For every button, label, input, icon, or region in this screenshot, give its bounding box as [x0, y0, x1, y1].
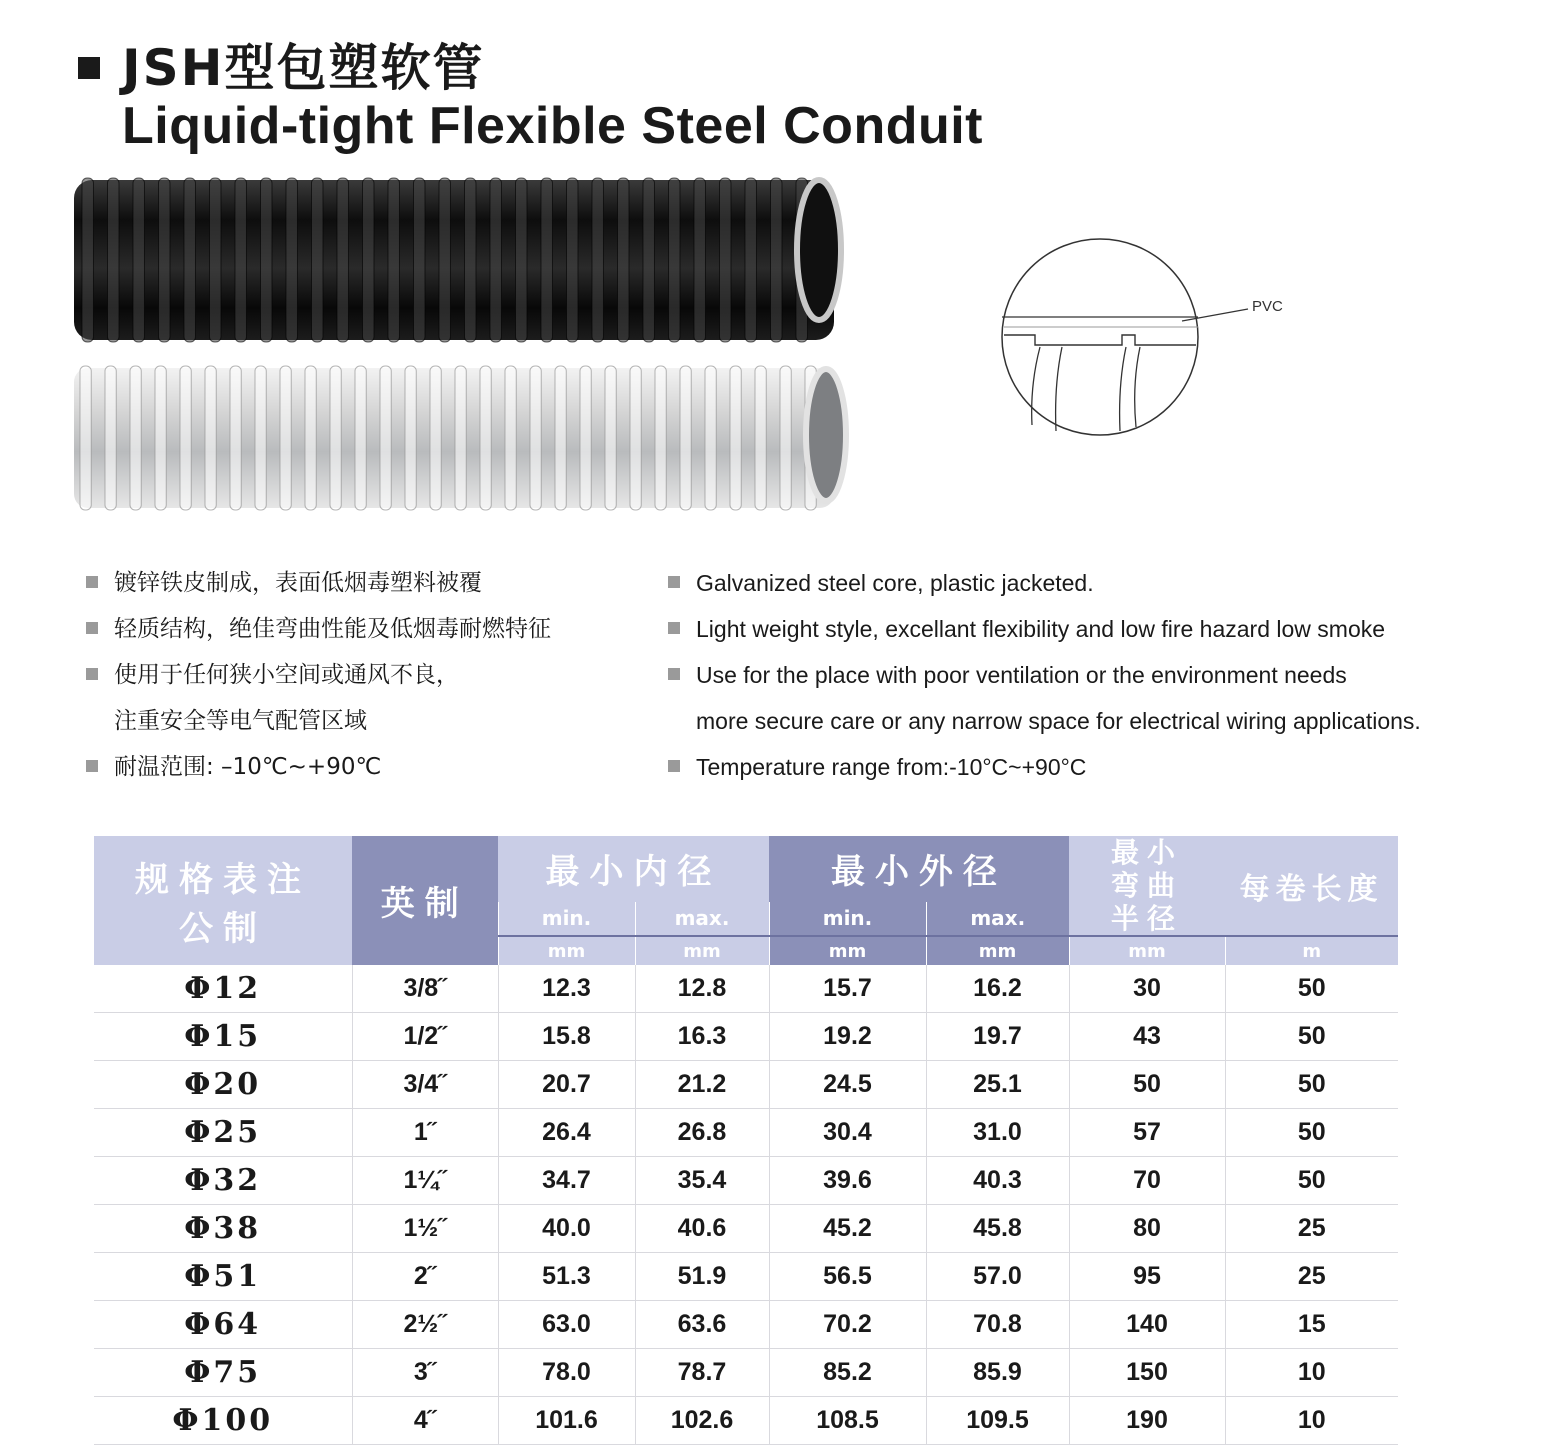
cell-in-min: 51.3 [498, 1253, 635, 1301]
cell-out-max: 70.8 [926, 1301, 1069, 1349]
cell-in-max: 21.2 [635, 1061, 769, 1109]
square-bullet-icon [668, 622, 680, 634]
conduit-rib [230, 366, 241, 510]
conduit-rib [705, 366, 716, 510]
cell-out-min: 70.2 [769, 1301, 926, 1349]
header-coil-length: 每卷长度 [1225, 836, 1398, 936]
conduit-rib [592, 178, 603, 342]
cell-out-max: 85.9 [926, 1349, 1069, 1397]
header-inner-max: max. [635, 902, 769, 936]
cell-imperial: 3˝ [352, 1349, 498, 1397]
cell-metric: Φ38 [94, 1205, 352, 1253]
conduit-rib [516, 178, 527, 342]
conduit-rib [490, 178, 501, 342]
cell-out-max: 45.8 [926, 1205, 1069, 1253]
cell-length: 50 [1225, 1109, 1398, 1157]
cell-length: 10 [1225, 1349, 1398, 1397]
conduit-rib [720, 178, 731, 342]
conduit-rib [80, 366, 91, 510]
feature-line-2: 注重安全等电气配管区域 [114, 708, 367, 734]
cell-bend: 95 [1069, 1253, 1225, 1301]
cell-in-min: 101.6 [498, 1397, 635, 1445]
cell-out-min: 15.7 [769, 965, 926, 1013]
square-bullet-icon [86, 668, 98, 680]
conduit-rib [184, 178, 195, 342]
conduit-rib [312, 178, 323, 342]
conduit-rib [280, 366, 291, 510]
header-outer-min: min. [769, 902, 926, 936]
conduit-rib [530, 366, 541, 510]
conduit-rib [363, 178, 374, 342]
cell-in-min: 20.7 [498, 1061, 635, 1109]
conduit-rib [465, 178, 476, 342]
conduit-rib [771, 178, 782, 342]
header-inner-min: min. [498, 902, 635, 936]
square-bullet-icon [668, 760, 680, 772]
cell-in-min: 78.0 [498, 1349, 635, 1397]
conduit-rib [755, 366, 766, 510]
cell-bend: 140 [1069, 1301, 1225, 1349]
cell-in-min: 34.7 [498, 1157, 635, 1205]
cell-imperial: 1¼˝ [352, 1157, 498, 1205]
cell-out-min: 30.4 [769, 1109, 926, 1157]
conduit-rib [541, 178, 552, 342]
conduit-rib [643, 178, 654, 342]
feature-item [668, 652, 1538, 744]
cell-bend: 70 [1069, 1157, 1225, 1205]
table-row [94, 965, 1398, 1013]
feature-line-2: more secure care or any narrow space for electrical wiring applications. [696, 708, 1421, 734]
square-bullet-icon [668, 576, 680, 588]
table-row [94, 1349, 1398, 1397]
conduit-rib [380, 366, 391, 510]
conduit-rib [669, 178, 680, 342]
header-imperial: 英制 [352, 836, 498, 965]
square-bullet-icon [86, 622, 98, 634]
cell-out-max: 19.7 [926, 1013, 1069, 1061]
spec-table [94, 836, 1398, 1445]
cell-out-max: 25.1 [926, 1061, 1069, 1109]
cell-imperial: 3/8˝ [352, 965, 498, 1013]
conduit-rib [730, 366, 741, 510]
cell-metric: Φ12 [94, 965, 352, 1013]
cell-bend: 50 [1069, 1061, 1225, 1109]
cell-metric: Φ51 [94, 1253, 352, 1301]
cell-bend: 80 [1069, 1205, 1225, 1253]
cell-out-min: 85.2 [769, 1349, 926, 1397]
header-min-bend-radius: 最小 弯曲 半径 [1069, 836, 1225, 936]
table-row [94, 1301, 1398, 1349]
conduit-rib [255, 366, 266, 510]
square-bullet-icon [668, 668, 680, 680]
table-row [94, 1109, 1398, 1157]
cell-out-max: 40.3 [926, 1157, 1069, 1205]
table-row [94, 1397, 1398, 1445]
cell-imperial: 4˝ [352, 1397, 498, 1445]
cell-bend: 30 [1069, 965, 1225, 1013]
conduit-rib [694, 178, 705, 342]
grey-conduit-image [74, 360, 874, 515]
conduit-rib [630, 366, 641, 510]
cell-imperial: 2½˝ [352, 1301, 498, 1349]
feature-line: Use for the place with poor ventilation or the environment needs [696, 662, 1347, 688]
cell-length: 15 [1225, 1301, 1398, 1349]
cell-bend: 190 [1069, 1397, 1225, 1445]
header-min-inner-diameter: 最小内径 [498, 836, 769, 902]
unit-inner-min: mm [498, 936, 635, 965]
feature-item: 镀锌铁皮制成，表面低烟毒塑料被覆 [86, 560, 656, 606]
feature-list-chinese [86, 560, 656, 790]
feature-item: Galvanized steel core, plastic jacketed. [668, 560, 1538, 606]
cell-length: 25 [1225, 1253, 1398, 1301]
cell-imperial: 1/2˝ [352, 1013, 498, 1061]
conduit-rib [505, 366, 516, 510]
cell-in-max: 40.6 [635, 1205, 769, 1253]
conduit-rib [261, 178, 272, 342]
conduit-rib [337, 178, 348, 342]
table-row [94, 1013, 1398, 1061]
conduit-rib [105, 366, 116, 510]
cell-metric: Φ25 [94, 1109, 352, 1157]
square-bullet-icon [86, 760, 98, 772]
square-bullet-icon [78, 57, 100, 79]
feature-line: 使用于任何狭小空间或通风不良， [114, 662, 459, 688]
cross-section-diagram [990, 235, 1310, 440]
feature-item: 耐温范围: –10℃~+90℃ [86, 744, 656, 790]
cell-in-min: 12.3 [498, 965, 635, 1013]
conduit-rib [155, 366, 166, 510]
cell-length: 25 [1225, 1205, 1398, 1253]
cell-length: 50 [1225, 1061, 1398, 1109]
cell-metric: Φ100 [94, 1397, 352, 1445]
table-row [94, 1061, 1398, 1109]
cell-out-min: 19.2 [769, 1013, 926, 1061]
feature-item [86, 652, 656, 744]
conduit-rib [330, 366, 341, 510]
cell-out-max: 16.2 [926, 965, 1069, 1013]
unit-bend: mm [1069, 936, 1225, 965]
cell-in-min: 15.8 [498, 1013, 635, 1061]
cell-in-max: 16.3 [635, 1013, 769, 1061]
unit-length: m [1225, 936, 1398, 965]
cell-imperial: 1˝ [352, 1109, 498, 1157]
conduit-rib [430, 366, 441, 510]
cell-out-min: 45.2 [769, 1205, 926, 1253]
table-row [94, 1205, 1398, 1253]
page-title-chinese [78, 28, 484, 100]
cell-in-min: 26.4 [498, 1109, 635, 1157]
cell-out-min: 39.6 [769, 1157, 926, 1205]
cell-in-min: 40.0 [498, 1205, 635, 1253]
feature-list-english [668, 560, 1538, 790]
conduit-rib [108, 178, 119, 342]
header-metric: 规格表注 公制 [94, 836, 352, 965]
cell-in-max: 12.8 [635, 965, 769, 1013]
cell-length: 50 [1225, 965, 1398, 1013]
unit-inner-max: mm [635, 936, 769, 965]
spec-table-body [94, 965, 1398, 1445]
feature-item: 轻质结构，绝佳弯曲性能及低烟毒耐燃特征 [86, 606, 656, 652]
conduit-rib [567, 178, 578, 342]
conduit-rib [745, 178, 756, 342]
conduit-rib [555, 366, 566, 510]
conduit-rib [580, 366, 591, 510]
cell-metric: Φ20 [94, 1061, 352, 1109]
cell-length: 50 [1225, 1157, 1398, 1205]
cell-metric: Φ15 [94, 1013, 352, 1061]
cell-in-max: 51.9 [635, 1253, 769, 1301]
cell-metric: Φ64 [94, 1301, 352, 1349]
feature-item: Light weight style, excellant flexibility and low fire hazard low smoke [668, 606, 1538, 652]
conduit-rib [205, 366, 216, 510]
cell-in-max: 102.6 [635, 1397, 769, 1445]
cell-length: 50 [1225, 1013, 1398, 1061]
cell-imperial: 3/4˝ [352, 1061, 498, 1109]
conduit-rib [180, 366, 191, 510]
conduit-rib [388, 178, 399, 342]
conduit-rib [405, 366, 416, 510]
conduit-rib [235, 178, 246, 342]
conduit-rib [286, 178, 297, 342]
conduit-rib [655, 366, 666, 510]
cell-in-max: 78.7 [635, 1349, 769, 1397]
header-outer-max: max. [926, 902, 1069, 936]
title-zh-text: JSH型包塑软管 [122, 39, 485, 97]
pvc-label: PVC [1252, 298, 1283, 315]
conduit-rib [355, 366, 366, 510]
conduit-rib [480, 366, 491, 510]
cell-in-max: 35.4 [635, 1157, 769, 1205]
cell-out-max: 57.0 [926, 1253, 1069, 1301]
conduit-rib [414, 178, 425, 342]
cell-out-max: 109.5 [926, 1397, 1069, 1445]
conduit-rib [82, 178, 93, 342]
table-row [94, 1157, 1398, 1205]
conduit-rib [133, 178, 144, 342]
cell-out-min: 108.5 [769, 1397, 926, 1445]
cell-bend: 43 [1069, 1013, 1225, 1061]
cell-out-max: 31.0 [926, 1109, 1069, 1157]
conduit-rib [680, 366, 691, 510]
conduit-rib [605, 366, 616, 510]
cell-bend: 150 [1069, 1349, 1225, 1397]
cell-out-min: 56.5 [769, 1253, 926, 1301]
cell-out-min: 24.5 [769, 1061, 926, 1109]
conduit-rib [439, 178, 450, 342]
feature-item: Temperature range from:-10°C~+90°C [668, 744, 1538, 790]
conduit-rib [305, 366, 316, 510]
conduit-rib [455, 366, 466, 510]
conduit-rib [159, 178, 170, 342]
cell-metric: Φ32 [94, 1157, 352, 1205]
square-bullet-icon [86, 576, 98, 588]
cell-in-max: 26.8 [635, 1109, 769, 1157]
conduit-rib [618, 178, 629, 342]
unit-outer-max: mm [926, 936, 1069, 965]
header-min-outer-diameter: 最小外径 [769, 836, 1069, 902]
conduit-rib [780, 366, 791, 510]
conduit-rib [130, 366, 141, 510]
cell-metric: Φ75 [94, 1349, 352, 1397]
cell-imperial: 2˝ [352, 1253, 498, 1301]
black-conduit-image [74, 170, 874, 350]
conduit-rib [210, 178, 221, 342]
unit-outer-min: mm [769, 936, 926, 965]
cell-in-min: 63.0 [498, 1301, 635, 1349]
cell-length: 10 [1225, 1397, 1398, 1445]
page-title-english: Liquid-tight Flexible Steel Conduit [122, 97, 984, 155]
cell-imperial: 1½˝ [352, 1205, 498, 1253]
table-row [94, 1253, 1398, 1301]
cell-bend: 57 [1069, 1109, 1225, 1157]
cell-in-max: 63.6 [635, 1301, 769, 1349]
